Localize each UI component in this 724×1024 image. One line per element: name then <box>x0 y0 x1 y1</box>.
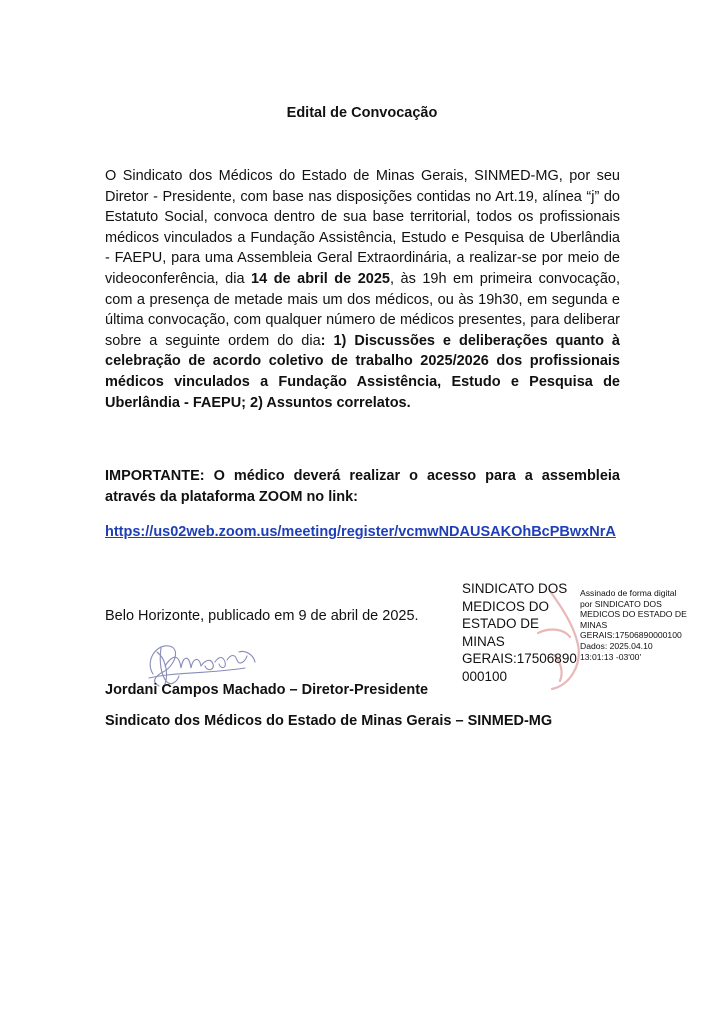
paragraph-text-schedule: , às 19h em primeira convocação, com a presença de metade mais um dos médicos, ou às 19h30, em segunda e última convocação, com qualquer número de médicos presentes, para deliberar sobre a seguinte ordem do dia <box>105 270 621 349</box>
document-title: Edital de Convocação <box>286 105 438 121</box>
important-notice: IMPORTANTE: O médico deverá realizar o acesso para a assembleia através da plataforma ZOOM no link: <box>105 468 620 505</box>
digital-signature-info-line: Assinado de forma digital <box>580 588 677 598</box>
zoom-meeting-link[interactable]: https://us02web.zoom.us/meeting/register/vcmwNDAUSAKOhBcPBwxNrA <box>105 524 616 540</box>
paragraph-text-intro: O Sindicato dos Médicos do Estado de Minas Gerais, SINMED-MG, por seu Diretor - Presidente, com base nas disposições contidas no Art.19, alínea “j” do Estatuto Social, convoca dentro de sua base territorial, todos os profissionais médicos vinculados a Fundação Assistência, Estudo e Pesquisa de Uberlândia - FAEPU, para uma Assembleia Geral Extraordinária, a realizar-se por meio de videoconferência, dia <box>105 168 620 287</box>
digital-signature-info-line: por SINDICATO DOS <box>580 598 662 609</box>
digital-signature-info-line: MEDICOS DO ESTADO DE <box>580 609 687 620</box>
digital-signature-name-line: GERAIS:17506890 <box>462 651 577 666</box>
digital-signature-name-line: 000100 <box>462 668 508 684</box>
organization-name: Sindicato dos Médicos do Estado de Minas Gerais – SINMED-MG <box>105 713 553 729</box>
agenda-text: : 1) Discussões e deliberações quanto à celebração de acordo coletivo de trabalho 2025/2026 dos profissionais médicos vinculados a Fundação Assistência, Estudo e Pesquisa de Uberlândia - FAEPU; 2) Assuntos correlatos. <box>105 332 620 411</box>
digital-signature-info-line: Dados: 2025.04.10 <box>580 640 653 651</box>
digital-signature-info-line: GERAIS:17506890000100 <box>580 630 682 641</box>
digital-signature-info-line: MINAS <box>580 619 608 630</box>
digital-signature-name-line: ESTADO DE <box>462 616 540 631</box>
digital-signature-name-line: MEDICOS DO <box>462 598 550 614</box>
digital-signature-name-line: MINAS <box>462 633 505 649</box>
digital-signature-name-line: SINDICATO DOS <box>462 581 568 596</box>
convocation-paragraph <box>105 166 620 413</box>
signer-name: Jordani Campos Machado – Diretor-Presidente <box>105 682 429 698</box>
assembly-date: 14 de abril de 2025 <box>251 270 390 287</box>
place-and-date: Belo Horizonte, publicado em 9 de abril de 2025. <box>105 608 419 624</box>
digital-signature-name <box>462 580 582 685</box>
digital-signature-info-line: 13:01:13 -03'00' <box>580 651 642 662</box>
digital-signature-info <box>580 588 700 662</box>
